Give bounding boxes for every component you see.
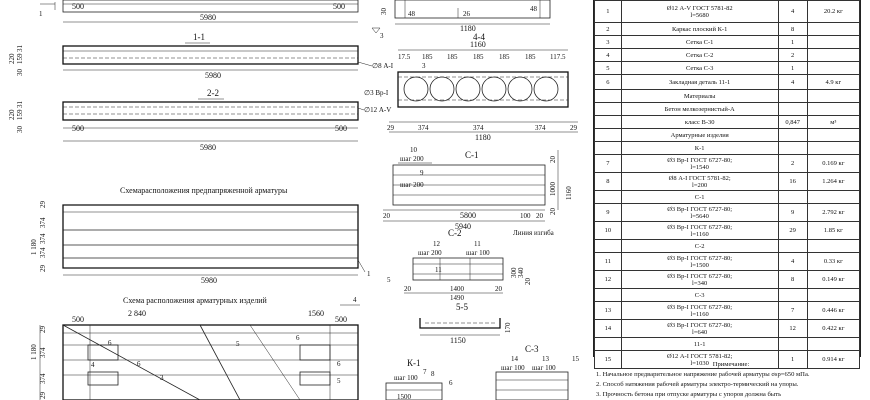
mesh-c2-dim-1400: 1400 xyxy=(450,285,464,293)
mesh-c2-step-right: шаг 100 xyxy=(466,249,490,257)
spec-cell-no: 6 xyxy=(595,75,622,90)
frame-k1-dim-1500: 1500 xyxy=(397,393,411,400)
sec44-dim-29-right: 29 xyxy=(570,124,577,132)
spec-cell-q: 1 xyxy=(778,62,807,75)
spec-cell-no: 9 xyxy=(595,204,622,222)
spec-cell-name: Ø8 А-I ГОСТ 5781-82; l=200 xyxy=(621,173,778,191)
dim-1180-top: 1180 xyxy=(460,24,476,33)
sec11-dim-159: 159 xyxy=(16,53,24,64)
sec22-dim-31: 31 xyxy=(16,101,24,108)
spec-cell-w: 1.85 кг xyxy=(807,222,859,240)
sec44-dim-374-a: 374 xyxy=(418,124,429,132)
mesh-c2-rdim-300: 300 xyxy=(510,267,518,278)
mesh-c2-dim-5: 5 xyxy=(387,276,391,284)
sec22-dim-500-left: 500 xyxy=(72,124,84,133)
spec-cell-name: Арматурные изделия xyxy=(621,129,778,142)
layout-dim-29-top: 29 xyxy=(39,326,47,333)
spec-row xyxy=(595,36,860,49)
frame-k1-num-6: 6 xyxy=(449,379,453,387)
spec-row xyxy=(595,302,860,320)
spec-row xyxy=(595,222,860,240)
spec-cell-no: 5 xyxy=(595,62,622,75)
spec-cell-no: 2 xyxy=(595,23,622,36)
spec-row xyxy=(595,49,860,62)
mesh-c3 xyxy=(496,344,580,400)
spec-row xyxy=(595,90,860,103)
spec-row xyxy=(595,191,860,204)
sec44-dim-374-c: 374 xyxy=(535,124,546,132)
spec-cell-name: Сетка С-1 xyxy=(621,36,778,49)
spec-cell-q: 1 xyxy=(778,351,807,369)
spec-cell-name: класс В-30 xyxy=(621,116,778,129)
dim-500-right: 500 xyxy=(333,2,345,11)
mesh-c1-num-10: 10 xyxy=(410,146,417,154)
section-2-2 xyxy=(8,88,391,152)
mesh-c3-dim-15: 15 xyxy=(572,355,579,363)
spec-cell-w xyxy=(807,49,859,62)
spec-cell-q xyxy=(778,103,807,116)
layout-dim-500-right: 500 xyxy=(335,315,347,324)
spec-cell-name: К-1 xyxy=(621,142,778,155)
spec-cell-q xyxy=(778,289,807,302)
section-5-5 xyxy=(420,302,512,345)
dim-5980-top: 5980 xyxy=(200,13,216,22)
spec-row xyxy=(595,103,860,116)
spec-cell-w xyxy=(807,129,859,142)
spec-cell-no xyxy=(595,116,622,129)
layout-pos-4: 4 xyxy=(353,296,357,304)
spec-cell-name: С-3 xyxy=(621,289,778,302)
spec-cell-no xyxy=(595,289,622,302)
mesh-c1-rdim-1160: 1160 xyxy=(565,186,573,200)
spec-row xyxy=(595,155,860,173)
spec-cell-name: Сетка С-3 xyxy=(621,62,778,75)
spec-cell-q: 4 xyxy=(778,253,807,271)
spec-cell-w xyxy=(807,103,859,116)
layout-label-6d: 6 xyxy=(337,360,341,368)
spec-cell-name: Ø3 Вр-I ГОСТ 6727-80; l=1160 xyxy=(621,222,778,240)
layout-label-4: 4 xyxy=(91,361,95,369)
layout-title: Схема расположения арматурных изделий xyxy=(123,296,267,305)
mesh-c2 xyxy=(387,228,555,302)
dim-500-left: 500 xyxy=(72,2,84,11)
mesh-c1-dim-5940: 5940 xyxy=(455,222,471,231)
frame-k1-step: шаг 100 xyxy=(394,374,418,382)
section-2-2-title: 2-2 xyxy=(207,88,219,98)
layout-dim-374-b: 374 xyxy=(39,373,47,384)
spec-cell-name: Ø3 Вр-I ГОСТ 6727-80; l=1500 xyxy=(621,253,778,271)
dim-48-left: 48 xyxy=(408,10,415,18)
sec11-width: 5980 xyxy=(205,71,221,80)
mesh-c1-dim-20-right: 20 xyxy=(536,212,543,220)
spec-row xyxy=(595,75,860,90)
section-1-1-title: 1-1 xyxy=(193,32,205,42)
sec22-dim-500-right: 500 xyxy=(335,124,347,133)
layout-label-6c: 6 xyxy=(296,334,300,342)
dim-1-top: 1 xyxy=(39,10,43,18)
spec-row xyxy=(595,271,860,289)
spec-cell-no: 4 xyxy=(595,49,622,62)
spec-cell-w: 2.792 кг xyxy=(807,204,859,222)
spec-cell-name: Ø12 А-V ГОСТ 5781-82 l=5680 xyxy=(621,1,778,23)
sec44-dim-374-b: 374 xyxy=(473,124,484,132)
spec-cell-q: 4 xyxy=(778,1,807,23)
layout-dim-29-bottom: 29 xyxy=(39,392,47,399)
spec-cell-w xyxy=(807,36,859,49)
spec-cell-name: Ø12 А-I ГОСТ 5781-82; l=1030 xyxy=(621,351,778,369)
sec44-total-1180: 1180 xyxy=(475,133,491,142)
spec-cell-no: 11 xyxy=(595,253,622,271)
spec-cell-w xyxy=(807,62,859,75)
spec-cell-no: 12 xyxy=(595,271,622,289)
prestress-scheme xyxy=(30,186,371,285)
dim-48-right: 48 xyxy=(530,5,537,13)
dim-26: 26 xyxy=(463,10,470,18)
spec-cell-name: Ø3 Вр-I ГОСТ 6727-80; l=340 xyxy=(621,271,778,289)
spec-cell-w: 20.2 кг xyxy=(807,1,859,23)
spec-row xyxy=(595,253,860,271)
dim-3-top: 3 xyxy=(380,32,384,40)
sec22-callout-3vr1: ∅3 Вр-I xyxy=(364,89,389,97)
spec-cell-w xyxy=(807,90,859,103)
spec-cell-w xyxy=(807,240,859,253)
spec-cell-q: 9 xyxy=(778,204,807,222)
sec44-spacing-6: 117.5 xyxy=(550,53,566,61)
mesh-c1-step-top: шаг 200 xyxy=(400,155,424,163)
mesh-c2-rdim-20: 20 xyxy=(524,278,532,285)
sec44-spacing-3: 185 xyxy=(473,53,484,61)
sec22-width: 5980 xyxy=(200,143,216,152)
mesh-c2-step-left: шаг 200 xyxy=(418,249,442,257)
spec-cell-no xyxy=(595,191,622,204)
spec-cell-q xyxy=(778,240,807,253)
section-4-4 xyxy=(387,32,578,142)
spec-cell-no: 14 xyxy=(595,320,622,338)
layout-dim-500-left: 500 xyxy=(72,315,84,324)
prestress-dim-1180: 1 180 xyxy=(30,239,38,255)
spec-cell-w: 0.446 кг xyxy=(807,302,859,320)
prestress-title: Схемарасположения предпапряженной арматуры xyxy=(120,186,288,195)
spec-cell-q: 7 xyxy=(778,302,807,320)
spec-cell-w xyxy=(807,338,859,351)
sec22-dim-159: 159 xyxy=(16,109,24,120)
spec-cell-name: 11-1 xyxy=(621,338,778,351)
spec-row xyxy=(595,1,860,23)
spec-cell-w xyxy=(807,289,859,302)
sec11-dim-30: 30 xyxy=(16,69,24,76)
spec-row xyxy=(595,116,860,129)
section-1-1 xyxy=(8,32,394,80)
mesh-c1-dim-5800: 5800 xyxy=(460,211,476,220)
sec44-spacing-4: 185 xyxy=(499,53,510,61)
spec-cell-no: 7 xyxy=(595,155,622,173)
sec22-callout-12a5: ∅12 А-V xyxy=(364,106,392,114)
mesh-c1-dim-100: 100 xyxy=(520,212,531,220)
sec22-dim-30: 30 xyxy=(16,126,24,133)
spec-cell-no: 13 xyxy=(595,302,622,320)
spec-cell-no: 1 xyxy=(595,1,622,23)
mesh-c1 xyxy=(383,146,573,231)
prestress-dim-374-b: 374 xyxy=(39,233,47,244)
sec44-spacing-2: 185 xyxy=(447,53,458,61)
prestress-dim-374-c: 374 xyxy=(39,247,47,258)
dim-30: 30 xyxy=(380,8,388,15)
spec-row xyxy=(595,289,860,302)
prestress-width-5980: 5980 xyxy=(201,276,217,285)
layout-dim-1560: 1560 xyxy=(308,309,324,318)
layout-label-5b: 5 xyxy=(337,377,341,385)
spec-cell-q xyxy=(778,338,807,351)
spec-cell-w: 0.33 кг xyxy=(807,253,859,271)
spec-cell-no: 15 xyxy=(595,351,622,369)
spec-cell-q: 8 xyxy=(778,271,807,289)
spec-cell-q: 29 xyxy=(778,222,807,240)
spec-cell-name: С-2 xyxy=(621,240,778,253)
frame-k1 xyxy=(386,358,453,400)
sec11-dim-31: 31 xyxy=(16,45,24,52)
mesh-c3-step-left: шаг 100 xyxy=(501,364,525,372)
layout-dim-374-a: 374 xyxy=(39,347,47,358)
layout-dim-2840: 2 840 xyxy=(128,309,146,318)
layout-label-6a: 6 xyxy=(108,339,112,347)
spec-row xyxy=(595,204,860,222)
spec-cell-w: 1.264 кг xyxy=(807,173,859,191)
spec-cell-q xyxy=(778,142,807,155)
spec-cell-name: Материалы xyxy=(621,90,778,103)
mesh-c1-num-9: 9 xyxy=(420,169,424,177)
spec-cell-no: 10 xyxy=(595,222,622,240)
spec-cell-no: 8 xyxy=(595,173,622,191)
layout-dim-1180: 1 180 xyxy=(30,344,38,360)
frame-k1-num-8: 8 xyxy=(431,370,435,378)
spec-row xyxy=(595,23,860,36)
spec-cell-w: 4.9 кг xyxy=(807,75,859,90)
spec-row xyxy=(595,338,860,351)
mesh-c1-dim-20-left: 20 xyxy=(383,212,390,220)
spec-cell-q: 16 xyxy=(778,173,807,191)
spec-cell-q: 1 xyxy=(778,36,807,49)
spec-cell-w: м³ xyxy=(807,116,859,129)
spec-cell-name: Ø3 Вр-I ГОСТ 6727-80; l=640 xyxy=(621,320,778,338)
spec-cell-no xyxy=(595,129,622,142)
mesh-c3-step-right: шаг 100 xyxy=(532,364,556,372)
note-2: 2. Способ натяжения рабочей арматуры электро-термический на упоры. xyxy=(596,381,799,388)
mesh-c2-bend-line: Линия изгиба xyxy=(513,229,554,237)
spec-row xyxy=(595,320,860,338)
spec-cell-w: 0.422 кг xyxy=(807,320,859,338)
spec-cell-q: 4 xyxy=(778,75,807,90)
spec-cell-q: 2 xyxy=(778,49,807,62)
layout-label-5a: 5 xyxy=(236,340,240,348)
spec-cell-q: 8 xyxy=(778,23,807,36)
sec55-width-1150: 1150 xyxy=(450,336,466,345)
frame-k1-title: К-1 xyxy=(407,358,421,368)
spec-cell-w xyxy=(807,191,859,204)
spec-row xyxy=(595,173,860,191)
mesh-c2-dim-1490: 1490 xyxy=(450,294,464,302)
spec-cell-q xyxy=(778,191,807,204)
spec-row xyxy=(595,129,860,142)
spec-cell-no xyxy=(595,240,622,253)
armature-layout xyxy=(30,296,360,400)
spec-cell-name: Бетон мелкозернистый-А xyxy=(621,103,778,116)
notes-block xyxy=(596,360,866,400)
mesh-c1-rdim-20-bottom: 20 xyxy=(549,208,557,215)
mesh-c3-title: С-3 xyxy=(525,344,539,354)
prestress-dim-29-top: 29 xyxy=(39,201,47,208)
spec-cell-name: Каркас плоский К-1 xyxy=(621,23,778,36)
sec55-height-170: 170 xyxy=(504,322,512,333)
prestress-dim-29-bottom: 29 xyxy=(39,265,47,272)
mesh-c3-num-13: 13 xyxy=(542,355,549,363)
sec44-pos-3: 3 xyxy=(422,62,426,70)
notes-title: Примечание: xyxy=(712,361,750,368)
mesh-c2-num-12: 12 xyxy=(433,240,440,248)
prestress-dim-374-a: 374 xyxy=(39,217,47,228)
sec44-spacing-1: 185 xyxy=(422,53,433,61)
spec-cell-q: 2 xyxy=(778,155,807,173)
mesh-c2-num-11a: 11 xyxy=(474,240,481,248)
spec-cell-name: Сетка С-2 xyxy=(621,49,778,62)
spec-cell-w xyxy=(807,142,859,155)
sec44-overall-1160: 1160 xyxy=(470,40,486,49)
mesh-c1-title: С-1 xyxy=(465,150,479,160)
layout-label-6b: 6 xyxy=(137,360,141,368)
spec-cell-no xyxy=(595,338,622,351)
frame-k1-num-7: 7 xyxy=(423,368,427,376)
mesh-c1-step-mid: шаг 200 xyxy=(400,181,424,189)
layout-label-3: 3 xyxy=(160,374,164,382)
note-1: 1. Начальное предварительное напряжение рабочей арматуры σsp=650 мПа. xyxy=(596,371,810,378)
spec-cell-w xyxy=(807,23,859,36)
note-3: 3. Прочность бетона при отпуске арматуры с упоров должна быть xyxy=(596,391,782,398)
mesh-c2-dim-20-left: 20 xyxy=(404,285,411,293)
spec-row xyxy=(595,142,860,155)
sec44-dim-29-left: 29 xyxy=(387,124,394,132)
spec-cell-w: 0.149 кг xyxy=(807,271,859,289)
spec-row xyxy=(595,62,860,75)
spec-cell-q: 0,847 xyxy=(778,116,807,129)
spec-row xyxy=(595,240,860,253)
spec-cell-name: Ø3 Вр-I ГОСТ 6727-80; l=5640 xyxy=(621,204,778,222)
mesh-c2-dim-20-right: 20 xyxy=(495,285,502,293)
spec-cell-name: Закладная деталь 11-1 xyxy=(621,75,778,90)
sec11-dim-220: 220 xyxy=(8,53,16,64)
mesh-c1-rdim-1000: 1000 xyxy=(549,182,557,196)
spec-cell-w: 0.914 кг xyxy=(807,351,859,369)
mesh-c2-title: С-2 xyxy=(448,228,462,238)
spec-cell-no xyxy=(595,90,622,103)
spec-cell-name: Ø3 Вр-I ГОСТ 6727-80; l=1540 xyxy=(621,155,778,173)
spec-cell-no xyxy=(595,103,622,116)
spec-cell-name: С-1 xyxy=(621,191,778,204)
sec11-callout-8a1: ∅8 А-I xyxy=(372,62,394,70)
spec-cell-w: 0.169 кг xyxy=(807,155,859,173)
sec44-spacing-0: 17.5 xyxy=(398,53,411,61)
section-5-5-title: 5-5 xyxy=(456,302,468,312)
spec-cell-q xyxy=(778,129,807,142)
mesh-c3-num-14: 14 xyxy=(511,355,518,363)
prestress-pos-1: 1 xyxy=(367,270,371,278)
spec-cell-no xyxy=(595,142,622,155)
spec-cell-no: 3 xyxy=(595,36,622,49)
mesh-c2-num-11b: 11 xyxy=(435,266,442,274)
spec-cell-q: 12 xyxy=(778,320,807,338)
section-4-4-title: 4-4 xyxy=(473,32,485,42)
spec-cell-name: Ø3 Вр-I ГОСТ 6727-80; l=1160 xyxy=(621,302,778,320)
sec22-dim-220: 220 xyxy=(8,109,16,120)
sec44-spacing-5: 185 xyxy=(525,53,536,61)
spec-cell-q xyxy=(778,90,807,103)
spec-table-grid xyxy=(594,0,860,369)
mesh-c2-rdim-340: 340 xyxy=(517,267,525,278)
mesh-c1-rdim-20-top: 20 xyxy=(549,156,557,163)
